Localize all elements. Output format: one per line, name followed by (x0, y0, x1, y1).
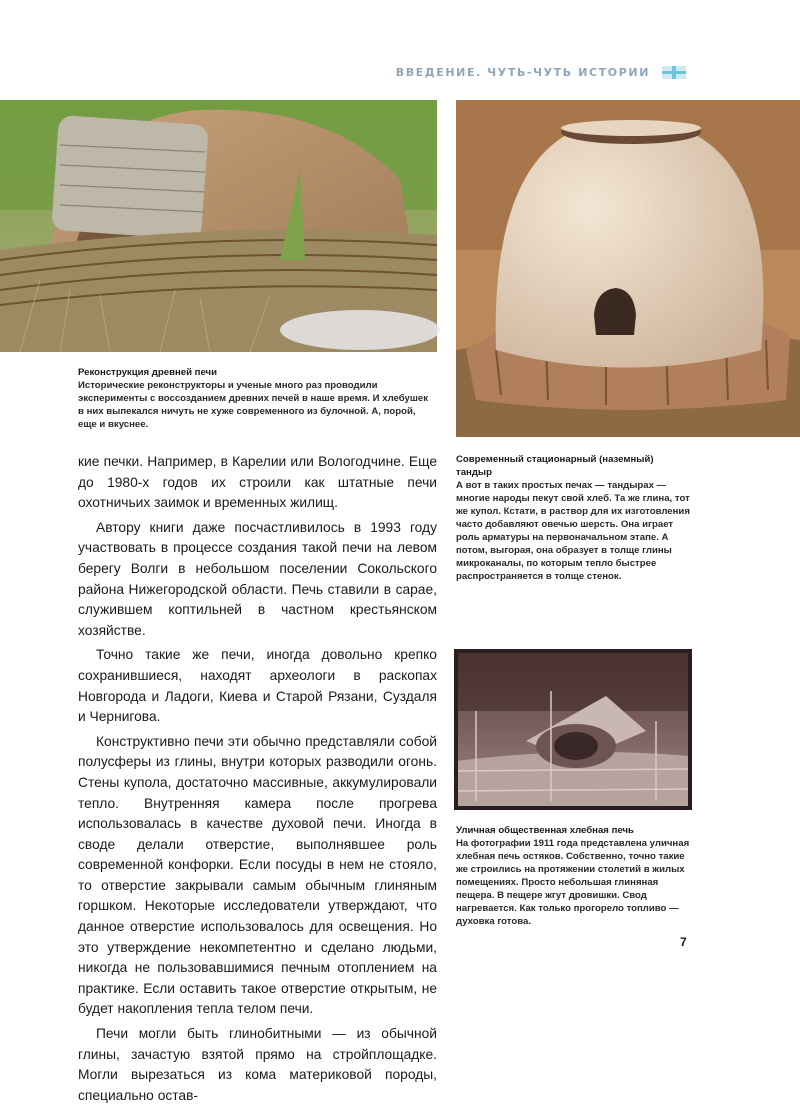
street-oven-caption-title: Уличная общественная хлебная печь (456, 825, 634, 836)
main-body-text (78, 452, 437, 1106)
ancient-oven-photo (0, 100, 437, 352)
street-oven-caption-text: На фотографии 1911 года представлена уличная хлебная печь остяков. Собственно, точно такие же строились на протяжении столетий в жилых помещениях. Просто небольшая глиняная пещера. В пещере жгут дровишки. Свод нагревается. Как только прогорело топливо — духовка готова. (456, 838, 690, 927)
street-oven-photo (456, 651, 690, 808)
tandoor-caption-title: Современный стационарный (наземный) тандыр (456, 454, 654, 478)
tandoor-caption (456, 453, 692, 583)
body-paragraph: Точно такие же печи, иногда довольно крепко сохранившиеся, находят археологи в раскопах Новгорода и Ладоги, Киева и Старой Рязани, Суздаля и Чернигова. (78, 647, 437, 725)
page-number: 7 (680, 935, 687, 949)
ancient-oven-caption-text: Исторические реконструкторы и ученые много раз проводили эксперименты с воссозданием древних печей в наше время. И хлебушек в них выпекался ничуть не хуже современного из булочной. А, порой, еще и вкуснее. (78, 380, 429, 430)
street-oven-caption (456, 824, 692, 928)
body-paragraph: Автору книги даже посчастливилось в 1993 году участвовать в процессе создания такой печи на левом берегу Волги в небольшом поселении Сокольского района Нижегородской области. Печь ставили в сарае, служившем коптильней в частном крестьянском хозяйстве. (78, 519, 437, 638)
ancient-oven-caption (78, 366, 428, 431)
running-head: ВВЕДЕНИЕ. ЧУТЬ-ЧУТЬ ИСТОРИИ (395, 66, 650, 79)
body-paragraph: Конструктивно печи эти обычно представляли собой полусферы из глины, внутри которых разводили огонь. Стены купола, достаточно массивные, аккумулировали тепло. Внутренняя камера после прогрева использовалась в качестве духовой печи. Иногда в своде делали отверстие, выполнявшее роль современной конфорки. Если посуды в нем не стояло, то отверстие закрывали самым обычным глиняным горшком. Некоторые исследователи утверждают, что данное отверстие использовалось для освещения. Но это утверждение некомпетентно и сделано людьми, никогда не пользовавшимися печным отоплением на практике. Если оставить такое отверстие открытым, не будет накопления тепла телом печи. (78, 733, 437, 1017)
body-paragraph: Печи могли быть глинобитными — из обычной глины, зачастую взятой прямо на стройплощадке. Могли вырезаться из кома материковой породы, специально остав- (78, 1026, 437, 1103)
tandoor-photo (456, 100, 800, 437)
section-marker-icon (662, 66, 686, 79)
ancient-oven-caption-title: Реконструкция древней печи (78, 367, 218, 378)
body-paragraph: кие печки. Например, в Карелии или Вологодчине. Еще до 1980-х годов их строили как штатные печи охотничьих заимок и временных жилищ. (78, 454, 437, 511)
tandoor-caption-text: А вот в таких простых печах — тандырах — многие народы пекут свой хлеб. Та же глина, тот же купол. Кстати, в раствор для их изготовления часто добавляют овечью шерсть. Она играет роль арматуры на первоначальном этапе. А потом, выгорая, она образует в толще глины микроканалы, по которым тепло быстрее распространяется в толще стенок. (456, 480, 690, 582)
